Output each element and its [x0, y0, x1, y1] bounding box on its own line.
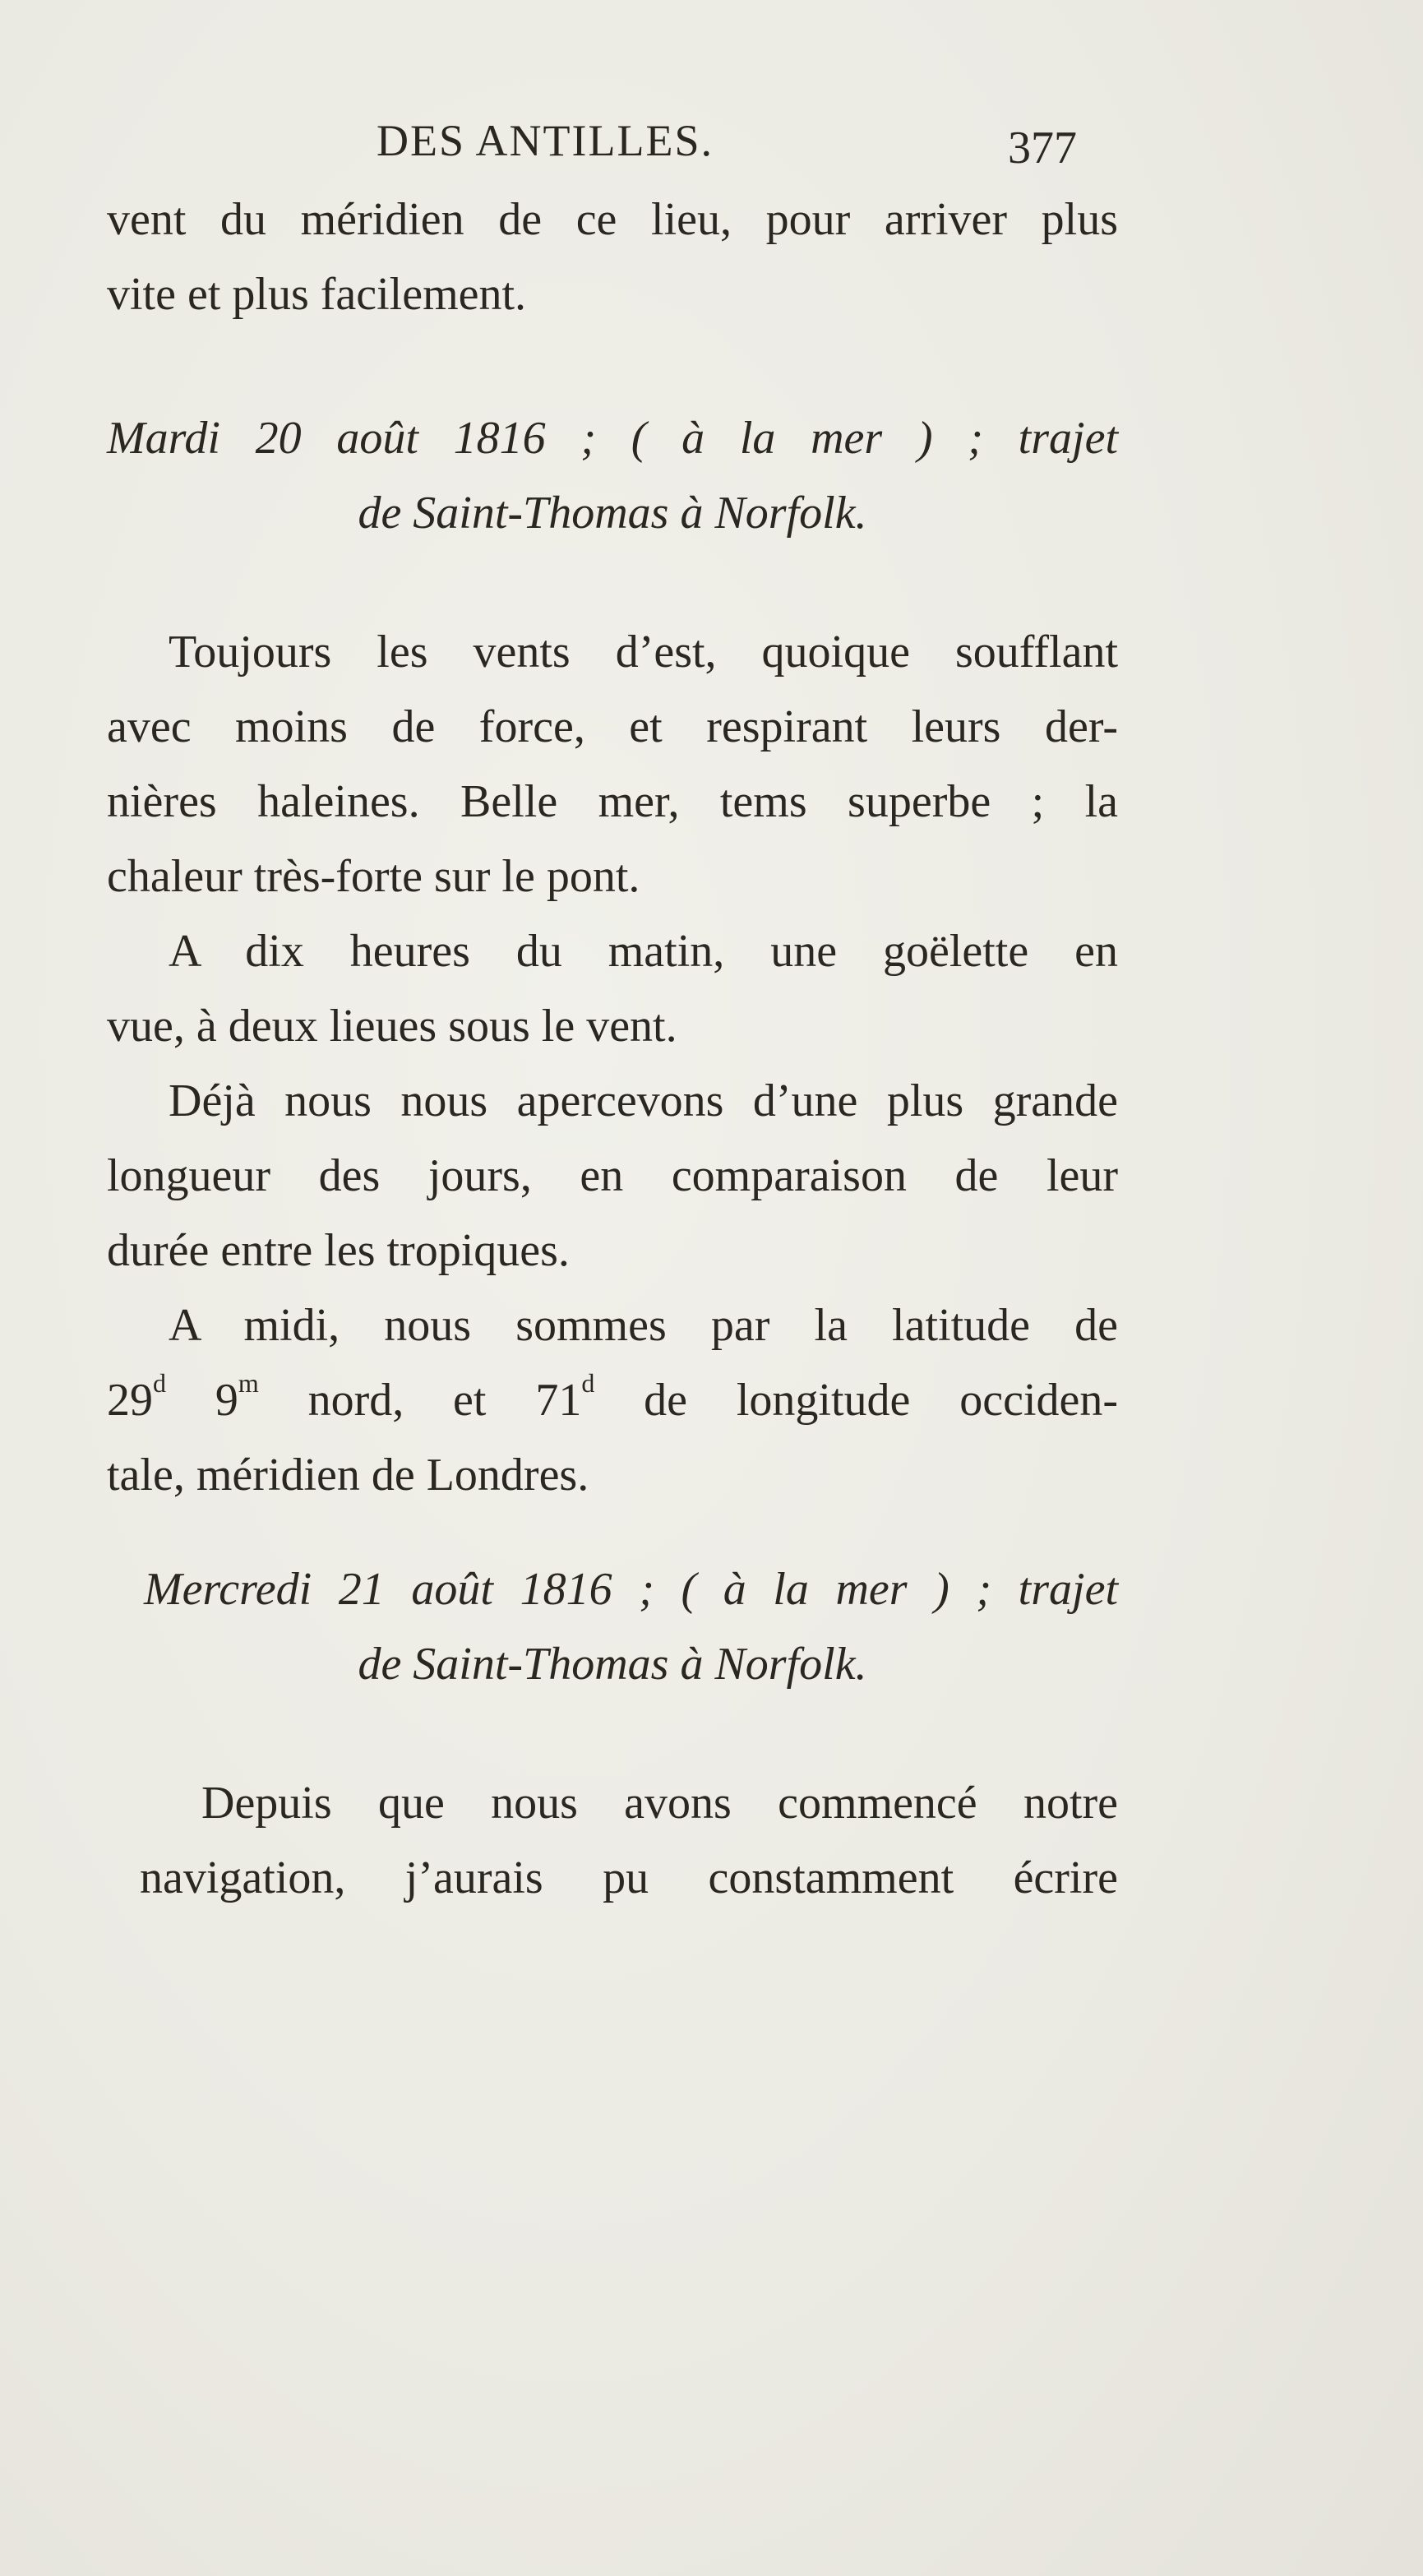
- latitude-degrees: 29: [107, 1375, 153, 1426]
- carryover-paragraph: [107, 183, 1118, 332]
- entry2-body: [140, 1766, 1118, 1916]
- running-head-title: DES ANTILLES.: [377, 116, 714, 165]
- entry1-body: [107, 615, 1118, 1513]
- degree-superscript: d: [153, 1368, 166, 1398]
- paragraph: [107, 615, 1118, 914]
- text-line-coordinates: [107, 1363, 1118, 1438]
- text-line: durée entre les tropiques.: [107, 1225, 570, 1276]
- entry-heading-mercredi: [107, 1552, 1118, 1702]
- text-line: longueur des jours, en comparaison de leur: [107, 1150, 1118, 1201]
- text-line: vite et plus facilement.: [107, 269, 527, 320]
- text-line: Toujours les vents d’est, quoique soufflant: [169, 627, 1118, 678]
- text-line: vent du méridien de ce lieu, pour arriver plus: [107, 194, 1118, 245]
- entry-heading-line: Mercredi 21 août 1816 ; ( à la mer ) ; trajet: [144, 1564, 1118, 1615]
- text-line: nières haleines. Belle mer, tems superbe ; la: [107, 776, 1118, 827]
- text-line: vue, à deux lieues sous le vent.: [107, 1001, 677, 1052]
- running-head: [107, 115, 1077, 181]
- text-line: Depuis que nous avons commencé notre: [201, 1778, 1118, 1829]
- text-line: avec moins de force, et respirant leurs der-: [107, 701, 1118, 752]
- paragraph: [107, 1064, 1118, 1288]
- text-line: A midi, nous sommes par la latitude de: [169, 1300, 1118, 1351]
- degree-superscript: d: [581, 1368, 595, 1398]
- longitude-text: nord, et 71: [258, 1375, 582, 1426]
- entry-heading-line: de Saint-Thomas à Norfolk.: [358, 488, 867, 539]
- text-line: Déjà nous nous apercevons d’une plus grande: [169, 1075, 1118, 1126]
- page-number: 377: [1008, 123, 1077, 173]
- entry-heading-mardi: [107, 401, 1118, 551]
- entry-heading-line: de Saint-Thomas à Norfolk.: [358, 1639, 867, 1690]
- text-line: tale, méridien de Londres.: [107, 1450, 589, 1501]
- coordinates-tail: de longitude occiden-: [594, 1375, 1119, 1426]
- text-line: A dix heures du matin, une goëlette en: [169, 926, 1118, 977]
- text-line: navigation, j’aurais pu constamment écrire: [140, 1852, 1118, 1903]
- text-line: chaleur très-forte sur le pont.: [107, 851, 640, 902]
- latitude-minutes: 9: [166, 1375, 238, 1426]
- paragraph: [107, 914, 1118, 1064]
- entry-heading-line: Mardi 20 août 1816 ; ( à la mer ) ; trajet: [107, 413, 1118, 464]
- paragraph: [107, 1288, 1118, 1513]
- minute-superscript: m: [238, 1368, 259, 1398]
